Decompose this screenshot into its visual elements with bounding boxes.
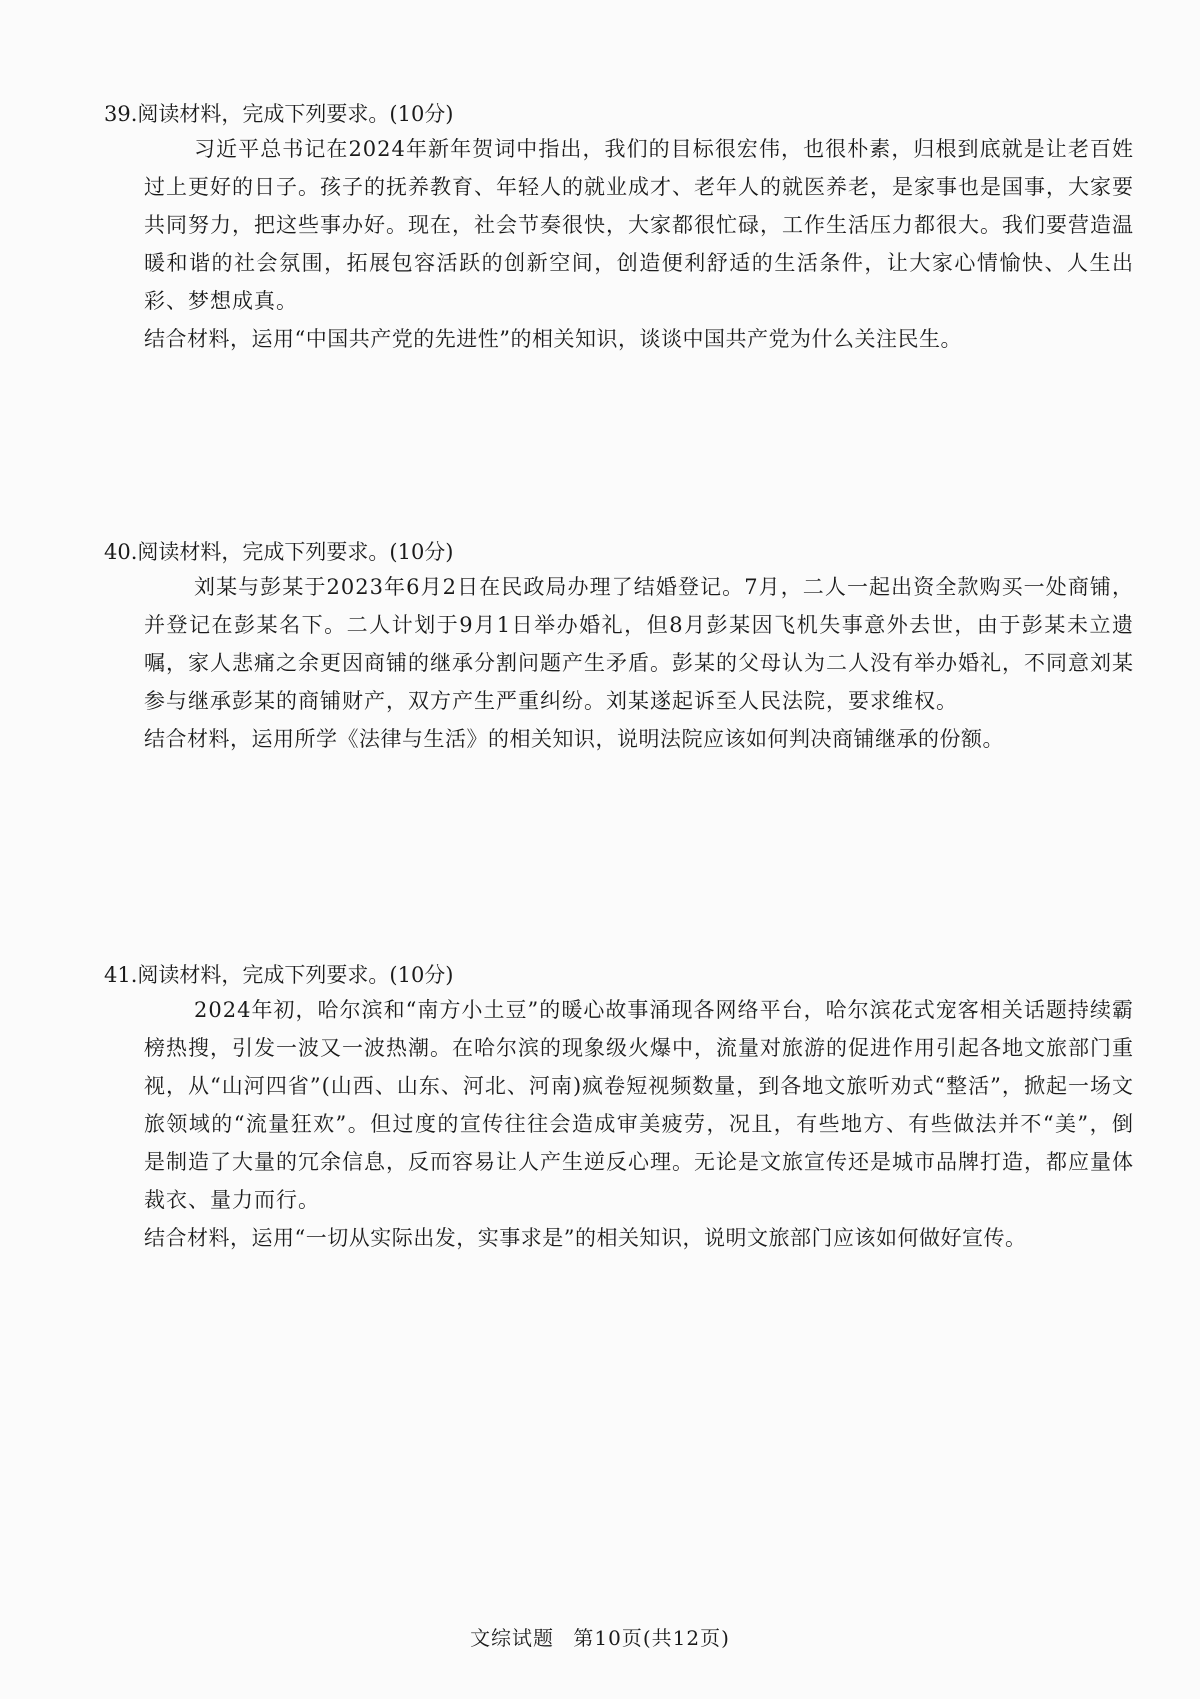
question-41: [104, 959, 1134, 1257]
question-material: 习近平总书记在2024年新年贺词中指出，我们的目标很宏伟，也很朴素，归根到底就是让老百姓过上更好的日子。孩子的抚养教育、年轻人的就业成才、老年人的就医养老，是家事也是国事，大家要共同努力，把这些事办好。现在，社会节奏很快，大家都很忙碌，工作生活压力都很大。我们要营造温暖和谐的社会氛围，拓展包容活跃的创新空间，创造便利舒适的生活条件，让大家心情愉快、人生出彩、梦想成真。: [144, 137, 1134, 313]
question-heading: 41.阅读材料，完成下列要求。(10分): [104, 963, 454, 987]
question-task: 结合材料，运用“中国共产党的先进性”的相关知识，谈谈中国共产党为什么关注民生。: [144, 327, 962, 351]
question-39: [104, 98, 1134, 358]
question-40: [104, 536, 1134, 758]
question-material: 2024年初，哈尔滨和“南方小土豆”的暖心故事涌现各网络平台，哈尔滨花式宠客相关话题持续霸榜热搜，引发一波又一波热潮。在哈尔滨的现象级火爆中，流量对旅游的促进作用引起各地文旅部门重视，从“山河四省”(山西、山东、河北、河南)疯卷短视频数量，到各地文旅听劝式“整活”，掀起一场文旅领域的“流量狂欢”。但过度的宣传往往会造成审美疲劳，况且，有些地方、有些做法并不“美”，倒是制造了大量的冗余信息，反而容易让人产生逆反心理。无论是文旅宣传还是城市品牌打造，都应量体裁衣、量力而行。: [144, 998, 1134, 1212]
question-material: 刘某与彭某于2023年6月2日在民政局办理了结婚登记。7月，二人一起出资全款购买一处商铺，并登记在彭某名下。二人计划于9月1日举办婚礼，但8月彭某因飞机失事意外去世，由于彭某未立遗嘱，家人悲痛之余更因商铺的继承分割问题产生矛盾。彭某的父母认为二人没有举办婚礼，不同意刘某参与继承彭某的商铺财产，双方产生严重纠纷。刘某遂起诉至人民法院，要求维权。: [144, 575, 1134, 713]
question-heading: 40.阅读材料，完成下列要求。(10分): [104, 540, 454, 564]
question-task: 结合材料，运用所学《法律与生活》的相关知识，说明法院应该如何判决商铺继承的份额。: [144, 727, 1004, 751]
question-heading: 39.阅读材料，完成下列要求。(10分): [104, 102, 454, 126]
footer-page-number: 第10页(共12页): [573, 1626, 730, 1650]
footer-subject: 文综试题: [470, 1626, 555, 1650]
page-footer: [0, 1622, 1200, 1651]
question-task: 结合材料，运用“一切从实际出发，实事求是”的相关知识，说明文旅部门应该如何做好宣传。: [144, 1226, 1027, 1250]
